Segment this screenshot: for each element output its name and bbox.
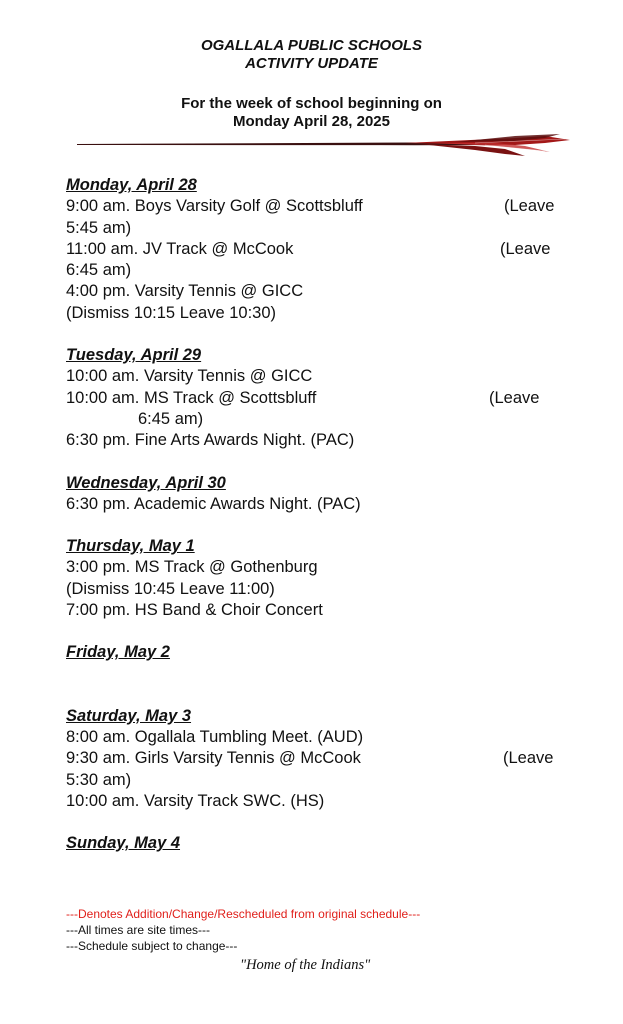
empty-day-spacer <box>66 664 566 685</box>
school-name: OGALLALA PUBLIC SCHOOLS <box>200 37 423 54</box>
event-item: (Dismiss 10:45 Leave 11:00) <box>66 579 275 598</box>
day-title: Sunday, May 4 <box>66 834 181 853</box>
day-wednesday <box>66 473 566 516</box>
event-item: (Dismiss 10:15 Leave 10:30) <box>66 303 277 322</box>
event-item: 6:30 pm. Fine Arts Awards Night. (PAC) <box>66 431 355 450</box>
leave-label: (Leave <box>503 749 554 768</box>
day-friday <box>66 642 566 684</box>
arrow-divider-icon <box>75 134 575 158</box>
change-legend: ---Denotes Addition/Change/Rescheduled from original schedule--- <box>66 907 421 921</box>
day-saturday <box>66 706 566 812</box>
document-type: ACTIVITY UPDATE <box>245 55 378 72</box>
event-item <box>66 388 566 431</box>
event-text: 9:00 am. Boys Varsity Golf @ Scottsbluff <box>66 197 363 216</box>
site-times-note: ---All times are site times--- <box>66 923 211 937</box>
event-item: 7:00 pm. HS Band & Choir Concert <box>66 601 323 620</box>
leave-time: 5:30 am) <box>66 770 132 789</box>
leave-time: 6:45 am) <box>66 261 132 280</box>
leave-label: (Leave <box>500 239 551 258</box>
event-item: 6:30 pm. Academic Awards Night. (PAC) <box>66 494 361 513</box>
event-text: 10:00 am. MS Track @ Scottsbluff <box>66 388 317 407</box>
event-item <box>66 748 566 791</box>
leave-time: 6:45 am) <box>138 409 204 428</box>
schedule <box>66 175 566 875</box>
day-sunday <box>66 833 566 854</box>
event-item: 8:00 am. Ogallala Tumbling Meet. (AUD) <box>66 727 364 746</box>
week-date: Monday April 28, 2025 <box>232 113 390 130</box>
day-monday <box>66 175 566 324</box>
event-text: 9:30 am. Girls Varsity Tennis @ McCook <box>66 749 361 768</box>
event-item: 10:00 am. Varsity Tennis @ GICC <box>66 367 313 386</box>
event-item: 3:00 pm. MS Track @ Gothenburg <box>66 558 318 577</box>
motto: "Home of the Indians" <box>240 957 371 973</box>
week-intro: For the week of school beginning on <box>181 95 442 112</box>
day-tuesday <box>66 345 566 451</box>
leave-label: (Leave <box>504 197 555 216</box>
event-item: 10:00 am. Varsity Track SWC. (HS) <box>66 791 325 810</box>
event-text: 11:00 am. JV Track @ McCook <box>66 239 294 258</box>
day-title: Friday, May 2 <box>66 643 170 662</box>
day-title: Monday, April 28 <box>66 176 197 194</box>
subject-to-change-note: ---Schedule subject to change--- <box>66 939 238 953</box>
day-title: Wednesday, April 30 <box>66 473 226 492</box>
leave-label: (Leave <box>489 388 540 407</box>
day-title: Thursday, May 1 <box>66 537 195 556</box>
event-item: 4:00 pm. Varsity Tennis @ GICC <box>66 282 304 301</box>
day-thursday <box>66 536 566 621</box>
event-item <box>66 196 566 239</box>
day-title: Tuesday, April 29 <box>66 346 202 365</box>
leave-time: 5:45 am) <box>66 218 132 237</box>
event-item <box>66 239 566 282</box>
day-title: Saturday, May 3 <box>66 706 192 725</box>
